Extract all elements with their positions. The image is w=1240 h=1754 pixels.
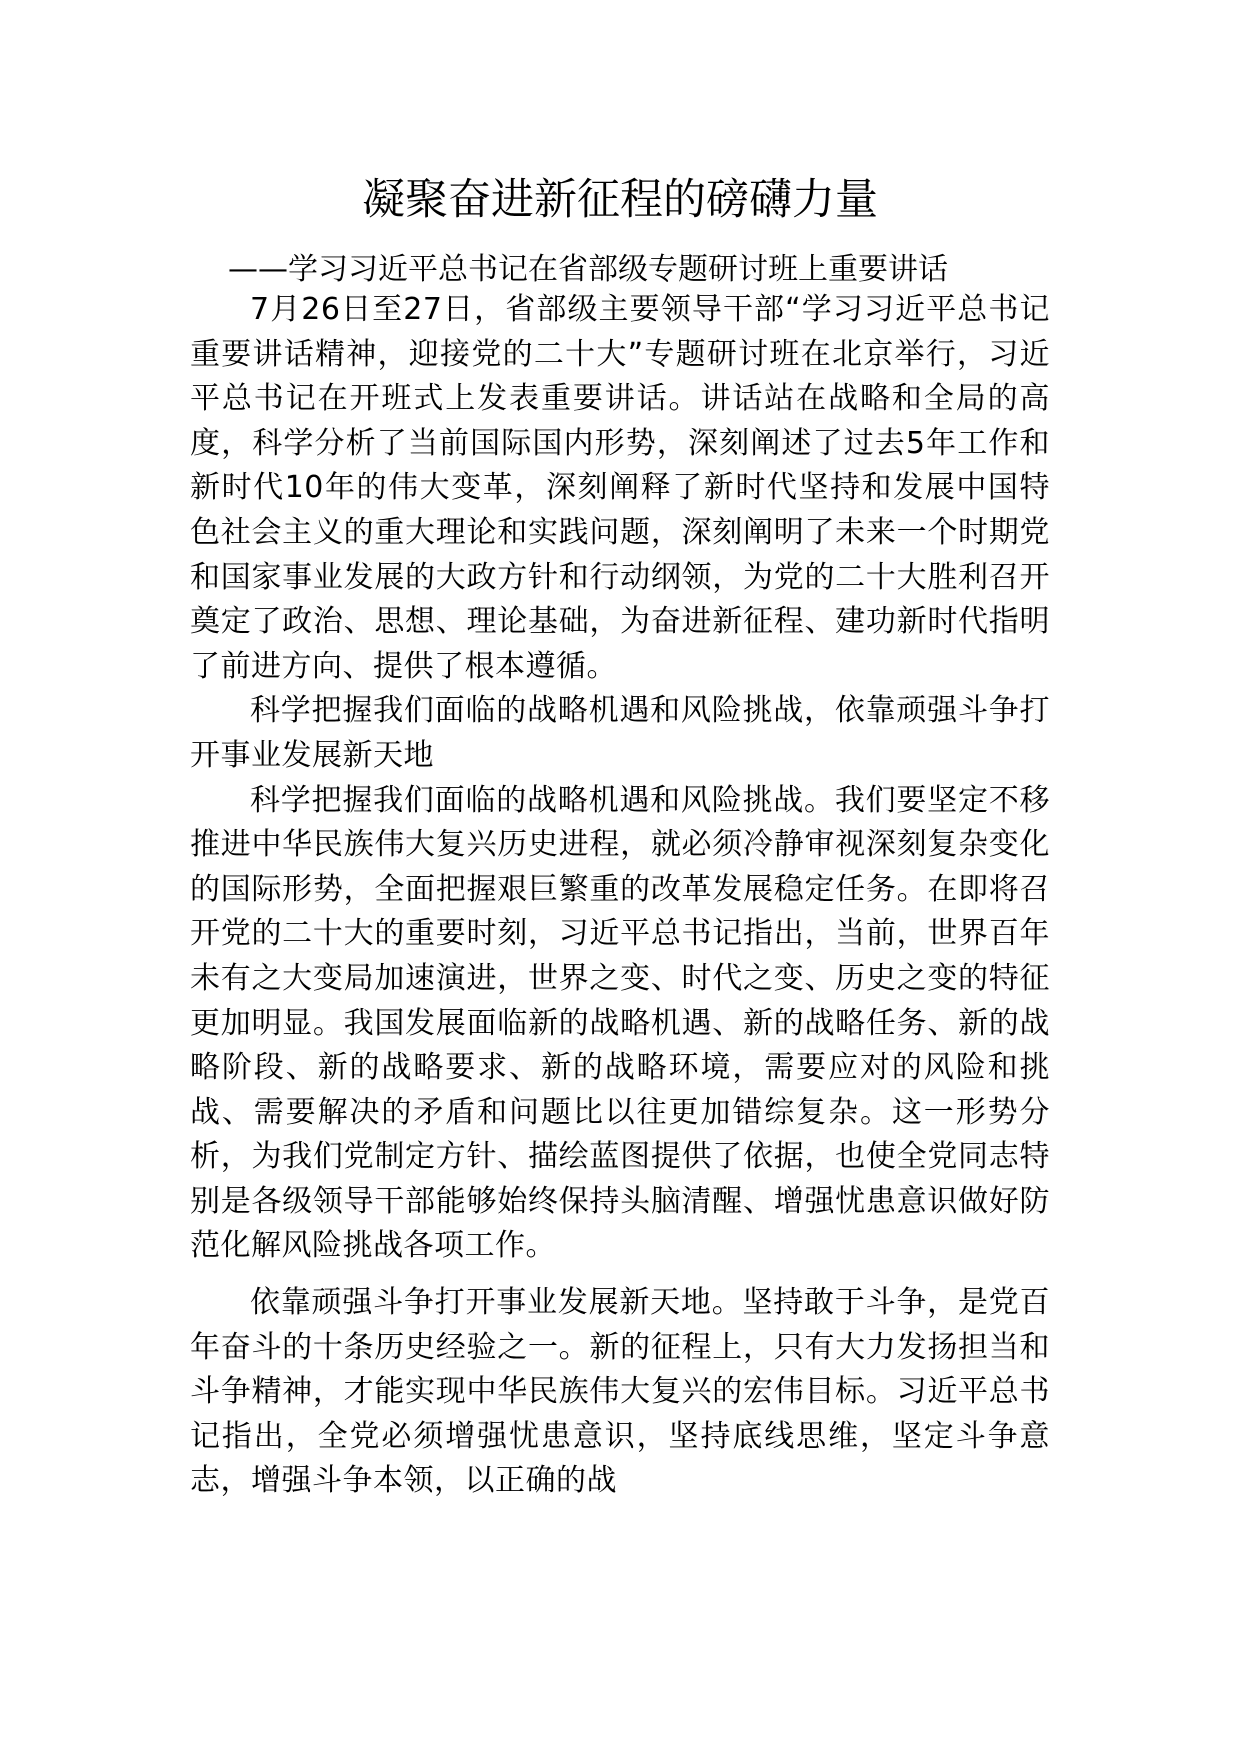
- document-subtitle: ——学习习近平总书记在省部级专题研讨班上重要讲话: [228, 252, 948, 287]
- paragraph-struggle: 依靠顽强斗争打开事业发展新天地。坚持敢于斗争，是党百年奋斗的十条历史经验之一。新的征程上，只有大力发扬担当和斗争精神，才能实现中华民族伟大复兴的宏伟目标。习近平总书记指出，全党必须增强忧患意识，坚持底线思维，坚定斗争意志，增强斗争本领，以正确的战: [190, 1285, 1050, 1499]
- document-title: 凝聚奋进新征程的磅礴力量: [362, 175, 878, 225]
- paragraph-strategic-opportunities: 科学把握我们面临的战略机遇和风险挑战。我们要坚定不移推进中华民族伟大复兴历史进程，就必须冷静审视深刻复杂变化的国际形势，全面把握艰巨繁重的改革发展稳定任务。在即将召开党的二十大的重要时刻，习近平总书记指出，当前，世界百年未有之大变局加速演进，世界之变、时代之变、历史之变的特征更加明显。我国发展面临新的战略机遇、新的战略任务、新的战略阶段、新的战略要求、新的战略环境，需要应对的风险和挑战、需要解决的矛盾和问题比以往更加错综复杂。这一形势分析，为我们党制定方针、描绘蓝图提供了依据，也使全党同志特别是各级领导干部能够始终保持头脑清醒、增强忧患意识做好防范化解风险挑战各项工作。: [190, 782, 1050, 1264]
- document-body: [190, 288, 1050, 1504]
- section-heading: 科学把握我们面临的战略机遇和风险挑战，依靠顽强斗争打开事业发展新天地: [190, 693, 1050, 773]
- paragraph-intro: 7月26日至27日，省部级主要领导干部“学习习近平总书记重要讲话精神，迎接党的二十大”专题研讨班在北京举行，习近平总书记在开班式上发表重要讲话。讲话站在战略和全局的高度，科学分析了当前国际国内形势，深刻阐述了过去5年工作和新时代10年的伟大变革，深刻阐释了新时代坚持和发展中国特色社会主义的重大理论和实践问题，深刻阐明了未来一个时期党和国家事业发展的大政方针和行动纲领，为党的二十大胜利召开奠定了政治、思想、理论基础，为奋进新征程、建功新时代指明了前进方向、提供了根本遵循。: [190, 292, 1050, 684]
